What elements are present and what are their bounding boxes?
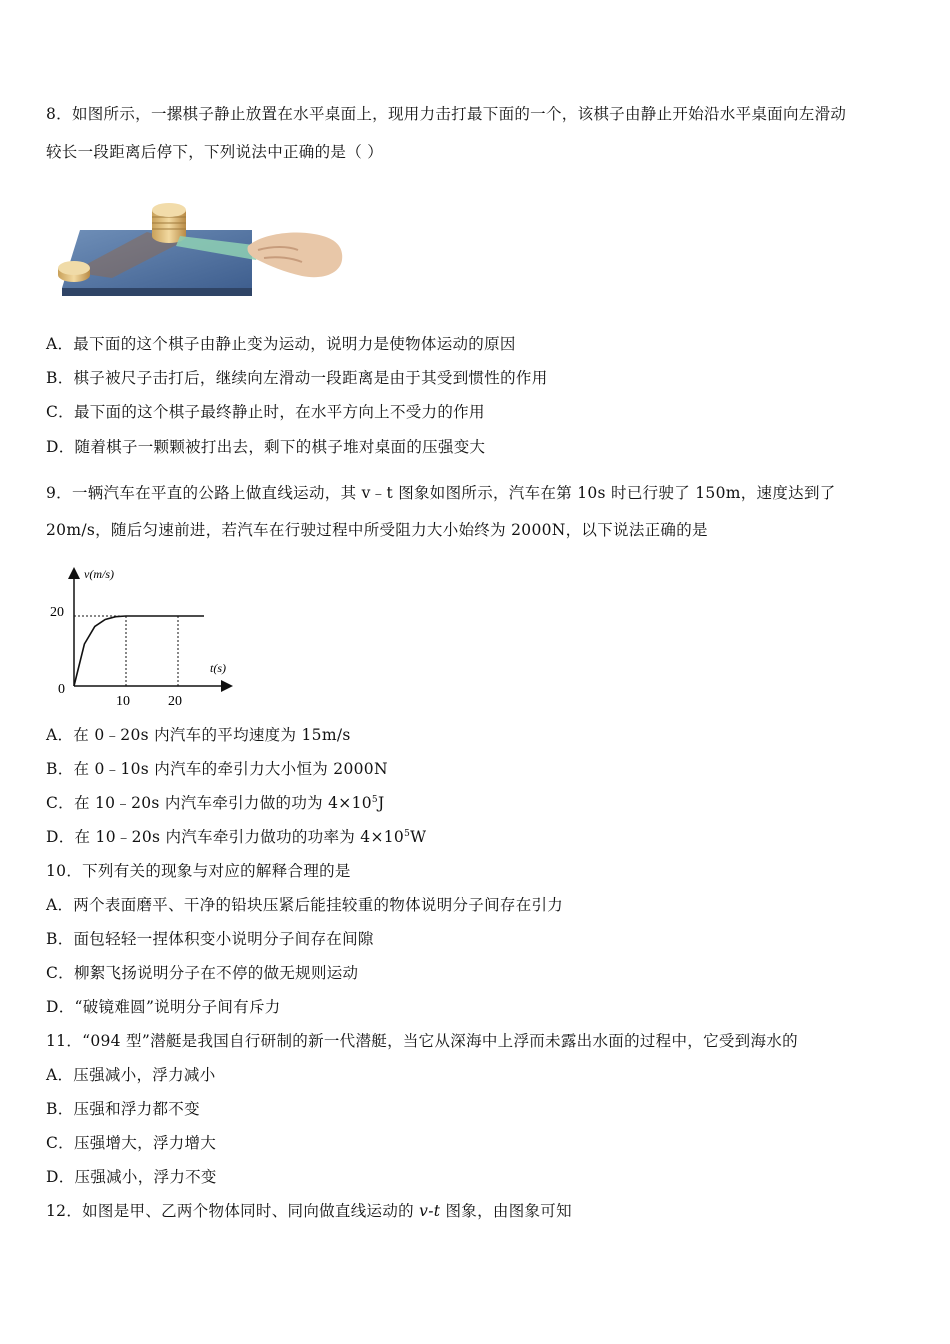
q8-option-c: C．最下面的这个棋子最终静止时，在水平方向上不受力的作用 [46, 403, 485, 421]
q10-stem: 10．下列有关的现象与对应的解释合理的是 [46, 862, 351, 880]
q9-option-c: C．在 10﹣20s 内汽车牵引力做的功为 $4\times 10^5J$ [46, 794, 385, 812]
velocity-curve [74, 616, 204, 686]
x-tick-10: 10 [116, 694, 130, 709]
q9-stem-line2: 20m/s，随后匀速前进，若汽车在行驶过程中所受阻力大小始终为 2000N，以下说法正确的是 [46, 521, 708, 539]
y-axis-label: v(m/s) [84, 567, 114, 581]
q8-option-a: A．最下面的这个棋子由静止变为运动，说明力是使物体运动的原因 [46, 335, 516, 353]
checker-pieces-illustration [52, 190, 352, 305]
q8-stem-line1: 8．如图所示，一摞棋子静止放置在水平桌面上，现用力击打最下面的一个，该棋子由静止开始沿水平桌面向左滑动 [46, 105, 847, 123]
q9-option-a: A．在 0﹣20s 内汽车的平均速度为 15m/s [46, 726, 351, 744]
y-tick-20: 20 [50, 605, 64, 620]
vt-graph [40, 560, 250, 720]
q12-stem: 12．如图是甲、乙两个物体同时、同向做直线运动的 v-t 图象，由图象可知 [46, 1202, 572, 1220]
q8-option-b: B．棋子被尺子击打后，继续向左滑动一段距离是由于其受到惯性的作用 [46, 369, 548, 387]
origin-label: 0 [58, 682, 65, 697]
q10-option-a: A．两个表面磨平、干净的铅块压紧后能挂较重的物体说明分子间存在引力 [46, 896, 564, 914]
q9-stem-line1: 9．一辆汽车在平直的公路上做直线运动，其 v﹣t 图象如图所示，汽车在第 10s 时已行驶了 150m，速度达到了 [46, 484, 836, 502]
q10-option-c: C．柳絮飞扬说明分子在不停的做无规则运动 [46, 964, 359, 982]
q9-option-b: B．在 0﹣10s 内汽车的牵引力大小恒为 2000N [46, 760, 388, 778]
q10-option-d: D．“破镜难圆”说明分子间有斥力 [46, 998, 281, 1016]
q11-stem: 11．“094 型”潜艇是我国自行研制的新一代潜艇，当它从深海中上浮而未露出水面的过程中，它受到海水的 [46, 1032, 798, 1050]
q9-option-d: D．在 10﹣20s 内汽车牵引力做功的功率为 $4\times 10^5W$ [46, 828, 427, 846]
q11-option-d: D．压强减小，浮力不变 [46, 1168, 217, 1186]
q11-option-c: C．压强增大，浮力增大 [46, 1134, 217, 1152]
x-tick-20: 20 [168, 694, 182, 709]
q8-option-d: D．随着棋子一颗颗被打出去，剩下的棋子堆对桌面的压强变大 [46, 438, 486, 456]
q11-option-a: A．压强减小，浮力减小 [46, 1066, 216, 1084]
q11-option-b: B．压强和浮力都不变 [46, 1100, 200, 1118]
q10-option-b: B．面包轻轻一捏体积变小说明分子间存在间隙 [46, 930, 374, 948]
x-axis-label: t(s) [210, 661, 226, 675]
q8-stem-line2: 较长一段距离后停下，下列说法中正确的是（ ） [46, 143, 384, 161]
reference-dashed-lines [74, 616, 178, 686]
